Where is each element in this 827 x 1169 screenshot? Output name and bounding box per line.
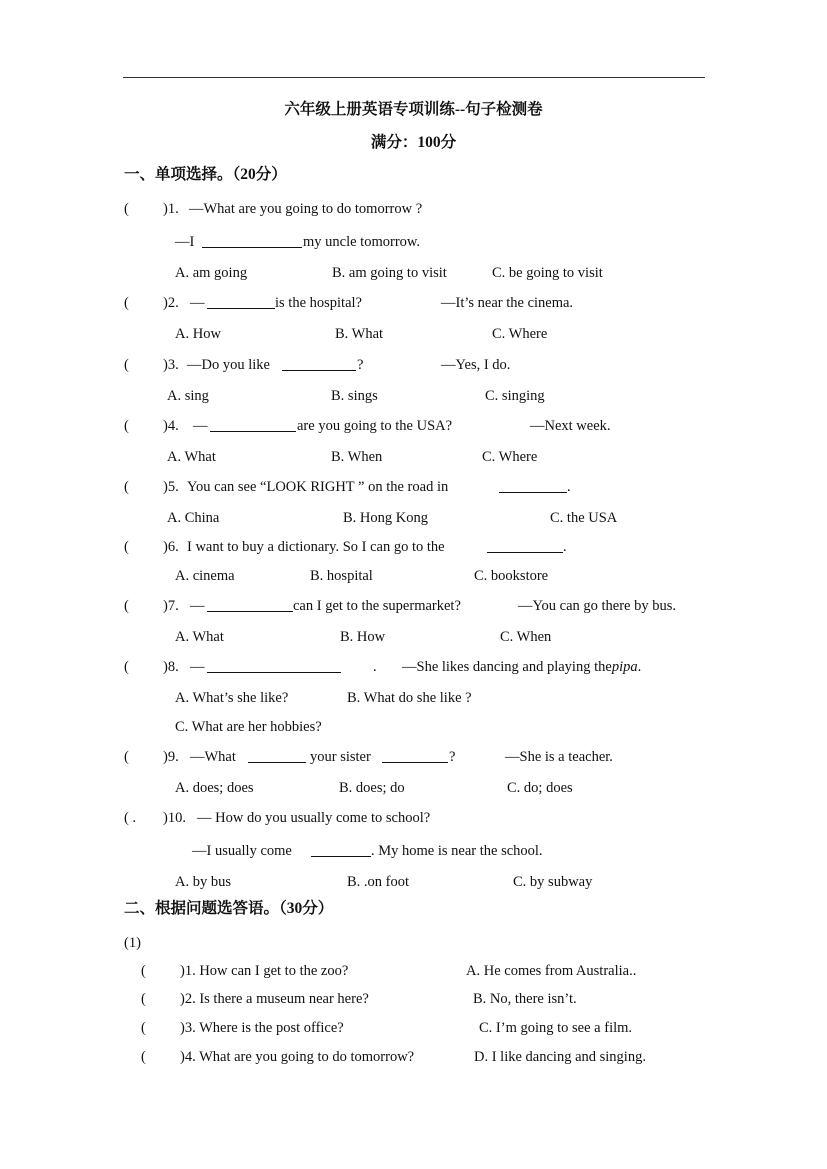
answer-blank[interactable] [207, 597, 293, 612]
question-text-end: is the hospital? [275, 295, 362, 311]
question-number: )4. [163, 418, 179, 434]
option-c: C. the USA [550, 510, 618, 526]
answer-bracket[interactable]: ( [124, 598, 129, 614]
answer-blank[interactable] [487, 538, 563, 553]
answer-bracket[interactable]: ( [124, 295, 129, 311]
reply-italic: pipa [611, 659, 638, 675]
option-c: C. be going to visit [492, 265, 603, 281]
section-1-heading: 一、单项选择。（20分） [124, 166, 287, 183]
option-a: A. What’s she like? [175, 690, 289, 706]
option-b: B. am going to visit [332, 265, 447, 281]
answer-blank-2[interactable] [382, 748, 448, 763]
answer-bracket[interactable]: ( [141, 963, 146, 979]
question-text: — [190, 598, 205, 614]
subsection-number: (1) [124, 935, 141, 951]
option-c: C. do; does [507, 780, 573, 796]
question-text: — [190, 295, 205, 311]
reply-text: —You can go there by bus. [518, 598, 677, 614]
question-text: — [190, 659, 205, 675]
answer-bracket[interactable]: ( [124, 357, 129, 373]
answer-bracket[interactable]: ( [141, 1049, 146, 1065]
option-a: A. China [167, 510, 220, 526]
answer-bracket[interactable]: ( . [124, 810, 137, 826]
option-b: B. How [340, 629, 386, 645]
option-b: B. does; do [339, 780, 405, 796]
option-b: B. What [335, 326, 384, 342]
answer-bracket[interactable]: ( [124, 659, 129, 675]
option-c: C. bookstore [474, 568, 549, 584]
option-b: B. When [331, 449, 383, 465]
option-c: C. What are her hobbies? [175, 719, 322, 735]
question-number: )8. [163, 659, 179, 675]
option-b: B. What do she like ? [347, 690, 472, 706]
answer-bracket[interactable]: ( [124, 749, 129, 765]
answer-bracket[interactable]: ( [141, 991, 146, 1007]
page-title: 六年级上册英语专项训练--句子检测卷 [284, 101, 543, 118]
question-text-end: . [373, 659, 377, 675]
answer-bracket[interactable]: ( [124, 539, 129, 555]
option-a: A. by bus [175, 874, 231, 890]
match-question: )4. What are you going to do tomorrow? [180, 1049, 415, 1065]
answer-blank[interactable] [207, 294, 275, 309]
question-number: )6. [163, 539, 179, 555]
option-b: B. sings [331, 388, 378, 404]
reply-text: —Next week. [530, 418, 611, 434]
option-c: C. When [500, 629, 552, 645]
section-2-heading: 二、根据问题选答语。（30分） [124, 900, 334, 917]
reply-text: —Yes, I do. [441, 357, 511, 373]
question-text: —Do you like [187, 357, 270, 373]
option-a: A. cinema [175, 568, 235, 584]
option-b: B. .on foot [347, 874, 410, 890]
question-line2-a: —I usually come [192, 843, 292, 859]
reply-text: —She is a teacher. [505, 749, 613, 765]
question-line2-a: —I [175, 234, 195, 250]
answer-blank[interactable] [282, 356, 356, 371]
option-b: B. Hong Kong [343, 510, 428, 526]
question-text-end: are you going to the USA? [297, 418, 453, 434]
answer-blank[interactable] [207, 658, 341, 673]
question-number: )1. [163, 201, 179, 217]
answer-blank[interactable] [202, 233, 302, 248]
question-text: I want to buy a dictionary. So I can go to the [187, 539, 445, 555]
answer-bracket[interactable]: ( [124, 201, 129, 217]
reply-text: —She likes dancing and playing thepipa. [402, 659, 642, 675]
option-a: A. How [175, 326, 221, 342]
question-number: )2. [163, 295, 179, 311]
match-question: )2. Is there a museum near here? [180, 991, 369, 1007]
match-question: )3. Where is the post office? [180, 1020, 344, 1036]
question-number: )9. [163, 749, 179, 765]
option-a: A. sing [167, 388, 209, 404]
option-c: C. by subway [513, 874, 593, 890]
question-text-mid: your sister [310, 749, 371, 765]
option-c: C. Where [492, 326, 548, 342]
answer-bracket[interactable]: ( [124, 418, 129, 434]
answer-bracket[interactable]: ( [141, 1020, 146, 1036]
reply-text: —It’s near the cinema. [441, 295, 574, 311]
question-text-end: . [563, 539, 567, 555]
answer-blank[interactable] [210, 417, 296, 432]
answer-blank[interactable] [499, 478, 567, 493]
question-text-end: ? [449, 749, 456, 765]
question-text: You can see “LOOK RIGHT ” on the road in [187, 479, 449, 495]
match-question: )1. How can I get to the zoo? [180, 963, 349, 979]
option-a: A. What [175, 629, 224, 645]
answer-bracket[interactable]: ( [124, 479, 129, 495]
question-text-end: can I get to the supermarket? [293, 598, 461, 614]
option-a: A. does; does [175, 780, 254, 796]
header-rule [123, 77, 705, 78]
match-answer: A. He comes from Australia.. [466, 963, 637, 979]
answer-blank[interactable] [311, 842, 371, 857]
option-c: C. Where [482, 449, 538, 465]
match-answer: B. No, there isn’t. [473, 991, 577, 1007]
question-text: — [193, 418, 208, 434]
question-number: )10. [163, 810, 186, 826]
match-answer: D. I like dancing and singing. [474, 1049, 646, 1065]
option-c: C. singing [485, 388, 545, 404]
option-a: A. What [167, 449, 216, 465]
question-line2-b: my uncle tomorrow. [303, 234, 421, 250]
question-number: )7. [163, 598, 179, 614]
match-answer: C. I’m going to see a film. [479, 1020, 633, 1036]
question-number: )3. [163, 357, 179, 373]
question-text-end: . [567, 479, 571, 495]
question-text: —What are you going to do tomorrow ? [189, 201, 423, 217]
question-text: —What [190, 749, 236, 765]
option-a: A. am going [175, 265, 248, 281]
question-number: )5. [163, 479, 179, 495]
question-line2-b: . My home is near the school. [371, 843, 543, 859]
question-text-end: ? [357, 357, 364, 373]
question-text: — How do you usually come to school? [197, 810, 431, 826]
option-b: B. hospital [310, 568, 373, 584]
answer-blank-1[interactable] [248, 748, 306, 763]
total-score: 满分：100分 [370, 134, 457, 151]
